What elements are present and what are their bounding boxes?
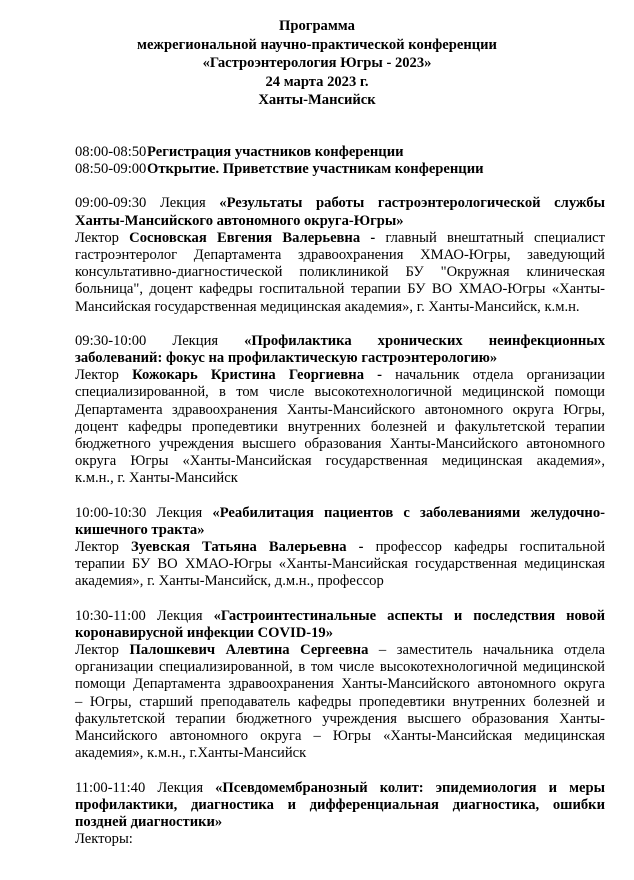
lecture-type: Лекция (172, 332, 219, 349)
program-header (0, 17, 634, 110)
lecturer-label: Лектор (75, 229, 119, 246)
lecture-type: Лекция (156, 504, 203, 521)
lecture-title-line2: Ханты-Мансийского автономного округа-Югры» (75, 212, 404, 229)
lecture-type: Лекция (156, 607, 203, 624)
conference-date: 24 марта 2023 г. (265, 73, 369, 90)
lecturer-name: Сосновская Евгения Валерьевна - (129, 229, 376, 246)
lecturer-desc: главный внештатный специалист (385, 229, 605, 246)
lecturers-label: Лекторы: (75, 831, 133, 848)
lecturer-desc-line: терапии БУ ВО ХМАО-Югры «Ханты-Мансийская государственная медицинская (75, 556, 605, 573)
lecturer-line (75, 230, 605, 247)
lecture-title-line2: коронавирусной инфекции COVID-19» (75, 624, 334, 641)
lecturer-desc-line: консультативно-диагностической поликлиникой БУ "Окружная клиническая (75, 264, 605, 281)
program-title: Программа (279, 18, 355, 34)
lecturer-label: Лектор (75, 642, 119, 659)
lecturer-name: Палошкевич Алевтина Сергеевна (129, 642, 369, 659)
lecturer-desc: профессор кафедры госпитальной (375, 539, 606, 556)
lecture-title-cont (75, 625, 605, 642)
conference-name: «Гастроэнтерология Югры - 2023» (202, 55, 432, 71)
schedule-title: Открытие. Приветствие участникам конференции (147, 161, 484, 178)
schedule-time: 08:50-09:00 (75, 161, 147, 178)
lecture-title-line2: кишечного тракта» (75, 521, 205, 538)
lecture-block (75, 195, 605, 315)
schedule-item (75, 161, 605, 178)
lecturer-label: Лектор (75, 539, 119, 556)
lecture-type: Лекция (159, 195, 206, 212)
lecture-block (75, 505, 605, 591)
lecture-title-cont (75, 213, 605, 230)
lecture-title-line3: поздней диагностики» (75, 813, 223, 830)
lecturer-desc-line: гастроэнтеролог Департамента здравоохранения ХМАО-Югры, заведующий (75, 247, 605, 264)
lecturer-line (75, 642, 605, 659)
lecturer-desc-line: больница", доцент кафедры госпитальной терапии БУ ВО ХМАО-Югры «Ханты- (75, 281, 605, 298)
lecture-block (75, 780, 605, 849)
lecture-type: Лекция (157, 779, 204, 796)
schedule-item (75, 144, 605, 161)
lecture-title-cont (75, 522, 605, 539)
lecture-heading (75, 505, 605, 522)
lecturer-desc-line: специализированной, в том числе высокотехнологичной медицинской помощи (75, 384, 605, 401)
lecture-block (75, 333, 605, 488)
lecturer-desc: начальник отдела организации (395, 367, 605, 384)
lecturer-desc-line: Департамента здравоохранения Ханты-Мансийского автономного округа Югры, (75, 401, 605, 418)
lecturer-label: Лектор (75, 367, 119, 384)
lecture-time: 09:30-10:00 (75, 332, 147, 349)
program-content (75, 144, 605, 848)
lecture-time: 11:00-11:40 (75, 779, 146, 796)
lecturer-desc-last: академия», к.м.н., г.Ханты-Мансийск (75, 745, 307, 762)
lecturer-name: Кожокарь Кристина Георгиевна - (132, 367, 382, 384)
lecture-time: 09:00-09:30 (75, 195, 147, 212)
lecture-title-cont (75, 814, 605, 831)
lecturer-desc-line: организации специализированной, в том числе высокотехнологичной медицинской (75, 659, 605, 676)
lecture-time: 10:30-11:00 (75, 607, 146, 624)
lecturer-desc: – заместитель начальника отдела (378, 642, 606, 659)
program-subtitle: межрегиональной научно-практической конференции (137, 36, 497, 53)
lecture-title-cont (75, 797, 605, 814)
lecturer-desc-line: Мансийского автономного округа – Югры «Ханты-Мансийская медицинская (75, 728, 605, 745)
lecture-time: 10:00-10:30 (75, 504, 147, 521)
lecturer-desc-last: Мансийская государственная медицинская академия», г. Ханты-Мансийск, к.м.н. (75, 298, 580, 315)
schedule-title: Регистрация участников конференции (147, 144, 404, 160)
conference-city: Ханты-Мансийск (258, 92, 376, 108)
lecture-heading (75, 195, 605, 212)
lecturer-name: Зуевская Татьяна Валерьевна - (131, 539, 364, 556)
lecturer-desc-line: факультетской терапии бюджетного учреждения высшего образования Ханты- (75, 710, 605, 727)
lecture-heading (75, 333, 605, 350)
lecture-title-line2: заболеваний: фокус на профилактическую гастроэнтерологию» (75, 350, 498, 367)
lecturer-line (75, 367, 605, 384)
lecturer-desc-line: доцент кафедры пропедевтики внутренних болезней и факультетской терапии (75, 418, 605, 435)
lecturer-desc-line: помощи Департамента здравоохранения Ханты-Мансийского автономного округа (75, 676, 605, 693)
lecture-title: «Результаты работы гастроэнтерологической службы (219, 195, 606, 212)
lecture-block (75, 608, 605, 763)
lecture-heading (75, 608, 605, 625)
lecture-title: «Реабилитация пациентов с заболеваниями желудочно- (212, 504, 605, 521)
lecture-title-cont (75, 350, 605, 367)
lecture-title: «Профилактика хронических неинфекционных (244, 332, 605, 349)
lecturer-desc-last: к.м.н., г. Ханты-Мансийск (75, 470, 238, 487)
lecturer-desc-line: – Югры, старший преподаватель кафедры пропедевтики внутренних болезней и (75, 693, 605, 710)
lecturer-desc-line: округа Югры «Ханты-Мансийская государственная медицинская академия», (75, 453, 605, 470)
lecturer-line (75, 539, 605, 556)
lecture-heading (75, 780, 605, 797)
schedule-time: 08:00-08:50 (75, 144, 147, 160)
lecture-title: «Псевдомембранозный колит: эпидемиология и меры (215, 779, 605, 796)
lecturer-desc-last: академия», г. Ханты-Мансийск, д.м.н., профессор (75, 573, 384, 590)
lecture-title-line2: профилактики, диагностика и дифференциальная диагностика, ошибки (75, 796, 605, 813)
lecturer-desc-line: бюджетного учреждения высшего образования Ханты-Мансийского автономного (75, 436, 605, 453)
lecture-title: «Гастроинтестинальные аспекты и последствия новой (213, 607, 605, 624)
